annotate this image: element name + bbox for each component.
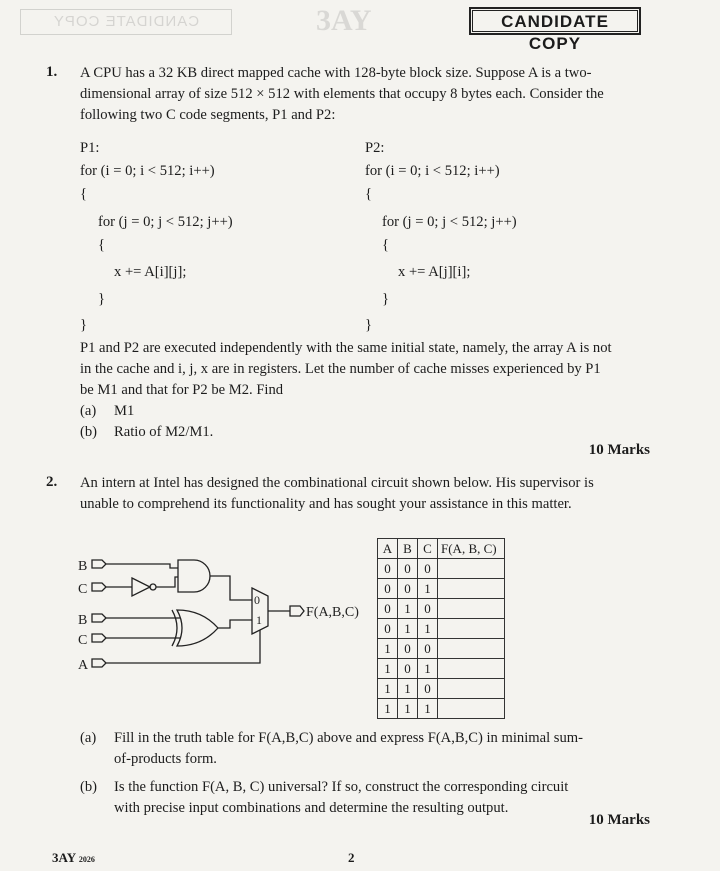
q1-desc-line: be M1 and that for P2 be M2. Find (80, 382, 284, 398)
q1-intro-line: following two C code segments, P1 and P2: (80, 107, 336, 123)
cell-a: 1 (378, 699, 398, 719)
cell-f (438, 619, 505, 639)
cell-c: 0 (418, 679, 438, 699)
cell-b: 0 (398, 639, 418, 659)
q1-desc-line: in the cache and i, j, x are in registers. Let the number of cache misses experienced by P1 (80, 361, 601, 377)
cell-f (438, 659, 505, 679)
cell-c: 1 (418, 619, 438, 639)
header-a: A (378, 539, 398, 559)
and-gate (178, 560, 210, 592)
footer-code (52, 850, 95, 866)
q2-intro-line: unable to comprehend its functionality and has sought your assistance in this matter. (80, 496, 572, 512)
cell-a: 1 (378, 679, 398, 699)
p1-inner-close-brace: } (98, 291, 106, 307)
p1-inner-loop: for (j = 0; j < 512; j++) (98, 214, 233, 230)
q1-part-a-label: (a) (80, 403, 97, 419)
p2-inner-close-brace: } (382, 291, 390, 307)
header-b: B (398, 539, 418, 559)
input-label-c2: C (78, 633, 88, 648)
wire-b-to-and (106, 564, 178, 568)
q2-marks: 10 Marks (588, 812, 650, 828)
cell-f (438, 599, 505, 619)
truth-table-row (378, 619, 505, 639)
cell-f (438, 559, 505, 579)
cell-c: 1 (418, 699, 438, 719)
question-1-intro (80, 63, 660, 126)
cell-b: 0 (398, 659, 418, 679)
cell-b: 0 (398, 559, 418, 579)
cell-c: 1 (418, 659, 438, 679)
q2-part-a-text (114, 728, 664, 770)
cell-a: 1 (378, 659, 398, 679)
p2-outer-loop: for (i = 0; i < 512; i++) (365, 163, 500, 179)
footer-code-text: 3AY (52, 850, 76, 865)
output-pin (290, 606, 304, 616)
cell-b: 1 (398, 619, 418, 639)
footer-year: 2026 (78, 855, 95, 864)
truth-table-row (378, 559, 505, 579)
cell-a: 0 (378, 599, 398, 619)
mux-input-1-label: 1 (256, 613, 262, 627)
cell-a: 0 (378, 619, 398, 639)
input-label-c1: C (78, 582, 88, 597)
q1-intro-line: dimensional array of size 512 × 512 with elements that occupy 8 bytes each. Consider the (80, 86, 604, 102)
input-label-b1: B (78, 559, 88, 574)
q2-part-a-line: of-products form. (114, 751, 217, 767)
q1-part-b-text: Ratio of M2/M1. (114, 424, 214, 440)
p1-open-brace: { (80, 186, 88, 202)
question-2-number: 2. (46, 474, 58, 490)
q1-part-b-label: (b) (80, 424, 98, 440)
p2-label: P2: (365, 140, 385, 156)
p1-inner-open-brace: { (98, 237, 106, 253)
q1-part-a (80, 401, 135, 422)
q2-part-b-label: (b) (80, 779, 98, 795)
q1-intro-line: A CPU has a 32 KB direct mapped cache with 128-byte block size. Suppose A is a two- (80, 65, 592, 81)
p2-body: x += A[j][i]; (398, 264, 471, 280)
cell-b: 0 (398, 579, 418, 599)
q1-part-b (80, 422, 214, 443)
cell-c: 0 (418, 599, 438, 619)
stamp-text: CANDIDATE COPY (472, 10, 638, 32)
page-number: 2 (348, 850, 355, 865)
question-1-number: 1. (46, 64, 58, 80)
cell-a: 0 (378, 559, 398, 579)
p1-close-brace: } (80, 317, 88, 333)
cell-f (438, 699, 505, 719)
q1-part-a-text: M1 (114, 403, 135, 419)
q2-part-b-text (114, 777, 664, 819)
mux-input-0-label: 0 (254, 593, 260, 607)
not-gate (106, 577, 178, 596)
truth-table-row (378, 699, 505, 719)
q2-part-a-label: (a) (80, 730, 97, 746)
ghost-stamp-bleedthrough: CANDIDATE COPY (20, 9, 232, 35)
p1-label: P1: (80, 140, 100, 156)
cell-b: 1 (398, 599, 418, 619)
p2-inner-loop: for (j = 0; j < 512; j++) (382, 214, 517, 230)
cell-b: 1 (398, 679, 418, 699)
q1-desc-line: P1 and P2 are executed independently with the same initial state, namely, the array A is not (80, 340, 612, 356)
ghost-code-bleedthrough: 3AY (316, 4, 372, 37)
cell-a: 1 (378, 639, 398, 659)
truth-table (377, 538, 505, 719)
q2-part-b-line: Is the function F(A, B, C) universal? If so, construct the corresponding circuit (114, 779, 569, 795)
cell-f (438, 679, 505, 699)
q2-part-b-line: with precise input combinations and determine the resulting output. (114, 800, 509, 816)
q1-marks: 10 Marks (588, 442, 650, 458)
truth-table-row (378, 659, 505, 679)
header-f: F(A, B, C) (438, 539, 505, 559)
truth-table-header (378, 539, 505, 559)
q2-intro-line: An intern at Intel has designed the combinational circuit shown below. His supervisor is (80, 475, 594, 491)
p1-body: x += A[i][j]; (114, 264, 187, 280)
p2-close-brace: } (365, 317, 373, 333)
cell-f (438, 639, 505, 659)
xor-gate (172, 610, 218, 646)
truth-table-row (378, 599, 505, 619)
p2-inner-open-brace: { (382, 237, 390, 253)
truth-table-row (378, 579, 505, 599)
wire-a-select (106, 630, 260, 663)
input-pins (92, 560, 106, 667)
input-label-b2: B (78, 613, 88, 628)
cell-b: 1 (398, 699, 418, 719)
truth-table-row (378, 679, 505, 699)
header-c: C (418, 539, 438, 559)
cell-c: 1 (418, 579, 438, 599)
wire-xor-to-mux (218, 620, 252, 628)
logic-circuit-diagram (70, 540, 370, 680)
cell-a: 0 (378, 579, 398, 599)
wire-and-to-mux (210, 576, 252, 600)
cell-c: 0 (418, 639, 438, 659)
cell-c: 0 (418, 559, 438, 579)
input-label-a: A (78, 658, 89, 673)
question-1-description (80, 338, 660, 401)
candidate-copy-stamp (469, 7, 641, 53)
truth-table-row (378, 639, 505, 659)
question-2-intro (80, 473, 660, 515)
p2-open-brace: { (365, 186, 373, 202)
p1-outer-loop: for (i = 0; i < 512; i++) (80, 163, 215, 179)
output-label: F(A,B,C) (306, 605, 359, 620)
q2-part-a-line: Fill in the truth table for F(A,B,C) above and express F(A,B,C) in minimal sum- (114, 730, 583, 746)
cell-f (438, 579, 505, 599)
